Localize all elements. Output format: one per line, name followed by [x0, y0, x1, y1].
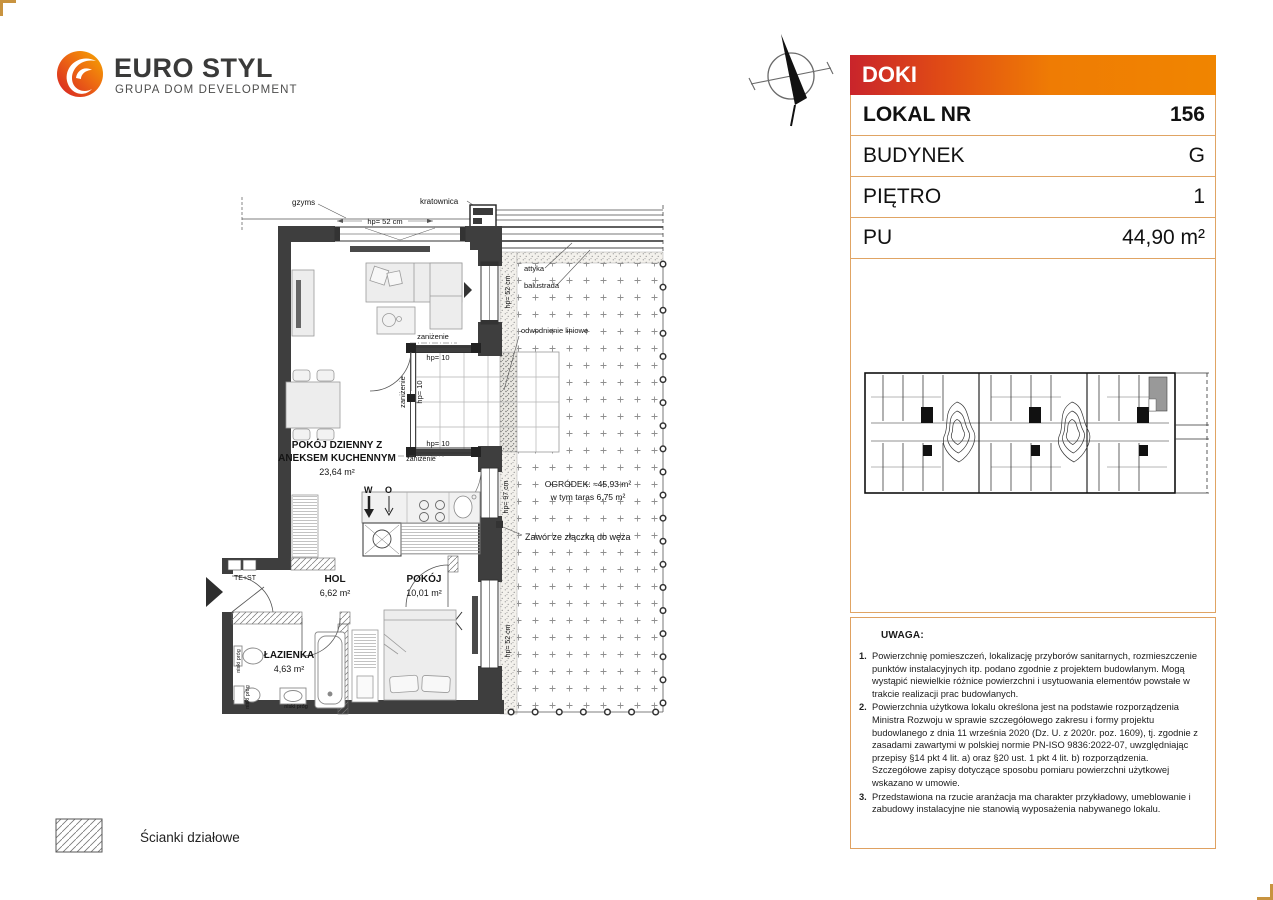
- label-odwodnienie: odwodnienie liniowe: [521, 326, 589, 335]
- worktop: [401, 523, 480, 554]
- attyka-truss-lines: [494, 205, 663, 252]
- chair: [293, 429, 310, 440]
- apartment-info-panel: [850, 55, 1216, 849]
- label-gzyms: gzyms: [292, 198, 316, 207]
- label-niski-prog-3: niski próg: [284, 704, 308, 710]
- label-hp10-top: hp= 10: [426, 353, 450, 362]
- kratownica-box: [470, 205, 496, 227]
- note-item-2: [859, 701, 1203, 789]
- info-value: 44,90 m²: [1122, 226, 1205, 249]
- page-corner-mark-bottom-right: [1257, 884, 1273, 900]
- info-value: G: [1188, 144, 1205, 167]
- label-hp52-right-bottom: hp= 52 cm: [505, 624, 512, 658]
- radiator: [350, 246, 430, 252]
- info-row-lokal: [850, 95, 1216, 136]
- page-corner-mark-top-left: [0, 0, 16, 16]
- building-overview-plan: [861, 363, 1213, 503]
- bedroom-window: [455, 580, 498, 668]
- tv-cabinet: [292, 270, 314, 336]
- project-header-bar: [850, 55, 1216, 95]
- north-arrow-icon: [745, 28, 837, 132]
- pillow: [389, 675, 418, 693]
- garden-label: OGRÓDEK: ≈45,93 m²: [544, 479, 632, 489]
- chair: [317, 370, 334, 381]
- note-number: 3.: [859, 791, 867, 802]
- kitchen-sink: [454, 496, 472, 518]
- label-hp52-right-top: hp= 52 cm: [505, 275, 512, 309]
- label-te-st: TE+ST: [234, 575, 256, 582]
- info-value: 1: [1193, 185, 1205, 208]
- info-label: LOKAL NR: [863, 103, 972, 126]
- pillow: [387, 271, 402, 286]
- label-zanizenie-bottom: zaniżenie: [406, 456, 436, 463]
- note-text: Przedstawiona na rzucie aranżacja ma charakter przykładowy, umeblowanie i zabudowy instalacyjne nie stanowią wyposażenia nabywanego lokalu.: [872, 791, 1191, 815]
- chair: [293, 370, 310, 381]
- room-pokoj-area: 10,01 m²: [406, 588, 442, 598]
- room-lazienka-area: 4,63 m²: [273, 664, 305, 674]
- balcony-window: [464, 262, 498, 324]
- info-row-pu: [850, 218, 1216, 259]
- info-value: 156: [1169, 103, 1205, 126]
- legend-hatch-box: [55, 818, 103, 854]
- dining-table: [286, 382, 340, 428]
- info-label: PIĘTRO: [863, 185, 942, 208]
- note-text: Powierzchnię pomieszczeń, lokalizację przyborów sanitarnych, rozmieszczenie punktów instalacyjnych itp. podano zgodnie z projektem budowlanym. Mogą wystąpić niewielkie różnice powierzchni i usytuowania elementów powstałe w trakcie realizacji prac budowlanych.: [872, 651, 1198, 699]
- room-living-area: 23,64 m²: [319, 467, 355, 477]
- label-hp97: hp= 97 cm: [503, 480, 510, 514]
- label-kratownica: kratownica: [420, 197, 459, 206]
- note-item-1: [859, 650, 1203, 700]
- room-hol-name: HOL: [324, 574, 346, 585]
- room-lazienka-name: ŁAZIENKA: [263, 650, 315, 661]
- label-o-mark: O: [385, 485, 393, 495]
- brand-subtitle: GRUPA DOM DEVELOPMENT: [115, 84, 298, 96]
- label-balustrada: balustrada: [524, 281, 560, 290]
- room-pokoj-name: POKÓJ: [406, 574, 442, 585]
- label-zanizenie-top: zaniżenie: [417, 332, 449, 341]
- label-niski-prog-2: niski próg: [245, 685, 251, 709]
- notes-box: [850, 617, 1216, 849]
- info-row-budynek: [850, 136, 1216, 177]
- label-hp10-mid: hp= 10: [415, 380, 424, 404]
- garden-sublabel: w tym taras 6,75 m²: [550, 492, 626, 502]
- apartment-floor-plan: [205, 182, 680, 727]
- label-hp10-bottom: hp= 10: [426, 439, 450, 448]
- info-row-pietro: [850, 177, 1216, 218]
- label-zawor: Zawór ze złączką do węża: [525, 532, 631, 542]
- project-name: DOKI: [862, 62, 917, 87]
- label-hp52-top: hp= 52 cm: [367, 217, 403, 226]
- furniture: [286, 263, 462, 702]
- kitchen: [362, 492, 480, 556]
- window-top: [335, 227, 465, 252]
- eurostyl-logo-icon: [56, 48, 106, 100]
- pillow: [422, 675, 451, 692]
- radiator: [472, 596, 478, 654]
- room-living-name-2: ANEKSEM KUCHENNYM: [278, 453, 396, 464]
- toilet-bowl: [243, 648, 263, 664]
- label-attyka: attyka: [524, 264, 545, 273]
- label-zanizenie-left: zaniżenie: [398, 376, 407, 408]
- note-number: 2.: [859, 702, 867, 713]
- chair: [317, 429, 334, 440]
- room-living-name-1: POKÓJ DZIENNY Z: [291, 440, 383, 451]
- legend-label: Ścianki działowe: [140, 830, 240, 845]
- room-hol-area: 6,62 m²: [319, 588, 351, 598]
- entrance-arrow: [206, 577, 223, 607]
- note-item-3: [859, 791, 1203, 816]
- label-w-mark: W: [364, 485, 373, 495]
- brand-name: EURO STYL: [114, 53, 274, 83]
- note-text: Powierzchnia użytkowa lokalu określona jest na podstawie rozporządzenia Ministra Rozwoju w sprawie szczegółowego zakresu i formy projektu budowlanego z dnia 11 września 2020 (Dz. U. z 2020r. poz. 1609), tj. zgodnie z zasadami zawartymi w polskiej normie PN-ISO 9836:2022-07, uwzględniając przepisy §14 pkt 4 lit. a) oraz §20 ust. 1 pkt 4 lit. b) rozporządzenia. Szczegółowe zapisy dotyczące sposobu pomiaru powierzchni użytkowej wskazano w umowie.: [872, 702, 1198, 788]
- info-label: BUDYNEK: [863, 144, 965, 167]
- hose-valve: [496, 521, 503, 528]
- note-number: 1.: [859, 651, 867, 661]
- terrace: [416, 352, 559, 452]
- bidet-base: [234, 686, 244, 704]
- label-niski-prog-1: niski próg: [236, 649, 242, 673]
- tv-screen: [296, 280, 301, 328]
- building-overview-cell: [850, 259, 1216, 613]
- notes-heading: UWAGA:: [881, 630, 924, 641]
- info-label: PU: [863, 226, 893, 249]
